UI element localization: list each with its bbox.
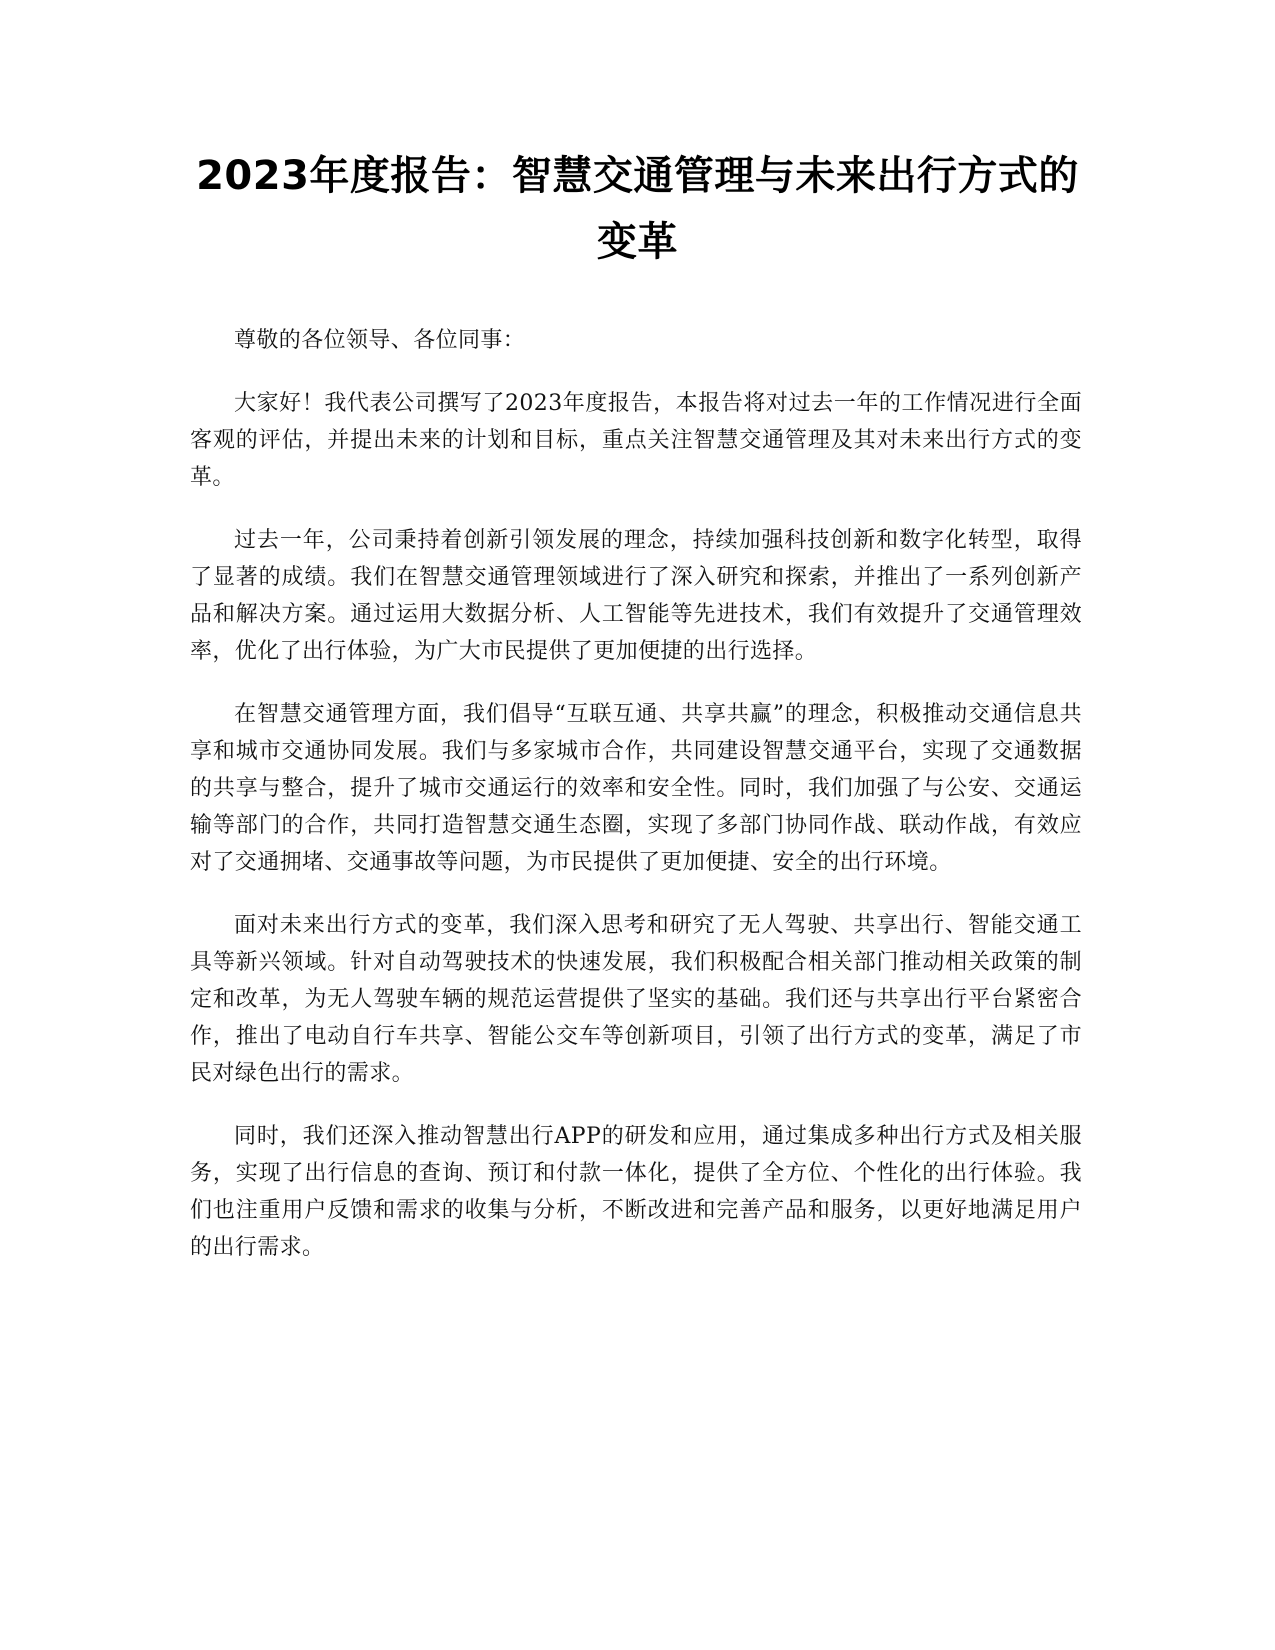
body-paragraph: 同时，我们还深入推动智慧出行APP的研发和应用，通过集成多种出行方式及相关服务，实现了出行信息的查询、预订和付款一体化，提供了全方位、个性化的出行体验。我们也注重用户反馈和需求的收集与分析，不断改进和完善产品和服务，以更好地满足用户的出行需求。 bbox=[190, 1124, 1082, 1260]
body-paragraph: 在智慧交通管理方面，我们倡导“互联互通、共享共赢”的理念，积极推动交通信息共享和城市交通协同发展。我们与多家城市合作，共同建设智慧交通平台，实现了交通数据的共享与整合，提升了城市交通运行的效率和安全性。同时，我们加强了与公安、交通运输等部门的合作，共同打造智慧交通生态圈，实现了多部门协同作战、联动作战，有效应对了交通拥堵、交通事故等问题，为市民提供了更加便捷、安全的出行环境。 bbox=[190, 702, 1082, 875]
document-title: 2023年度报告：智慧交通管理与未来出行方式的变革 bbox=[196, 153, 1079, 265]
body-paragraph: 过去一年，公司秉持着创新引领发展的理念，持续加强科技创新和数字化转型，取得了显著的成绩。我们在智慧交通管理领域进行了深入研究和探索，并推出了一系列创新产品和解决方案。通过运用大数据分析、人工智能等先进技术，我们有效提升了交通管理效率，优化了出行体验，为广大市民提供了更加便捷的出行选择。 bbox=[190, 528, 1082, 664]
document-body bbox=[190, 322, 1082, 1292]
body-paragraph: 大家好！我代表公司撰写了2023年度报告，本报告将对过去一年的工作情况进行全面客观的评估，并提出未来的计划和目标，重点关注智慧交通管理及其对未来出行方式的变革。 bbox=[190, 391, 1082, 490]
salutation-paragraph: 尊敬的各位领导、各位同事： bbox=[234, 328, 526, 353]
body-paragraph: 面对未来出行方式的变革，我们深入思考和研究了无人驾驶、共享出行、智能交通工具等新兴领域。针对自动驾驶技术的快速发展，我们积极配合相关部门推动相关政策的制定和改革，为无人驾驶车辆的规范运营提供了坚实的基础。我们还与共享出行平台紧密合作，推出了电动自行车共享、智能公交车等创新项目，引领了出行方式的变革，满足了市民对绿色出行的需求。 bbox=[190, 913, 1082, 1086]
